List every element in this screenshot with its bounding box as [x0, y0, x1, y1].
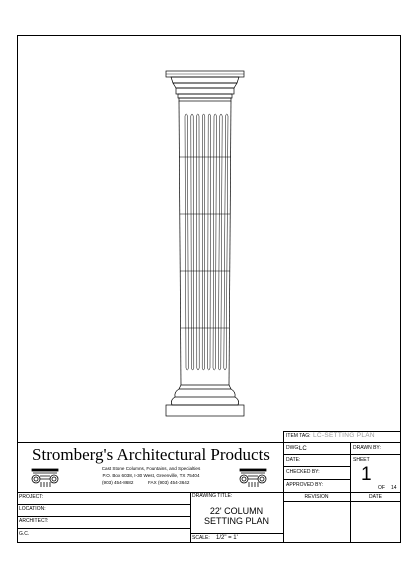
company-address: P.O. Box 6038, I-30 West, Greenville, TX 75404	[102, 473, 200, 478]
drawing-title-line1: 22' COLUMN	[209, 506, 264, 516]
scale-value: 1/2" = 1'	[216, 535, 238, 541]
column-flute	[202, 114, 205, 370]
gc-label: G.C.	[19, 531, 30, 537]
sheet-label: SHEET	[353, 457, 370, 463]
row-line-checked	[283, 466, 350, 467]
company-description: Cast Stone Columns, Fountains, and Specialties	[101, 466, 201, 471]
column-flute	[224, 114, 228, 370]
column-flute	[218, 114, 222, 370]
revision-header-line	[283, 501, 401, 502]
row-line-approved	[283, 479, 350, 480]
project-row-line-3	[17, 528, 190, 529]
ionic-capital-logo-left-icon	[30, 468, 60, 488]
approved-by-label: APPROVED BY:	[286, 482, 323, 488]
column-flute	[213, 114, 216, 370]
of-label: OF	[378, 485, 385, 491]
drawing-title-line2: SETTING PLAN	[203, 516, 269, 526]
ionic-capital-logo-right-icon	[238, 468, 268, 488]
scale-label: SCALE:	[192, 535, 210, 541]
project-row-line-1	[17, 504, 190, 505]
company-fax: FAX (903) 454-3642	[148, 480, 190, 485]
item-tag-value: LC-SETTING PLAN	[313, 432, 375, 439]
date-label: DATE:	[286, 457, 301, 463]
item-tag-label: ITEM TAG:	[286, 433, 311, 439]
column-flute	[185, 114, 188, 370]
dwg-value: LC	[299, 446, 307, 452]
column-flute	[208, 114, 211, 370]
checked-by-label: CHECKED BY:	[286, 469, 320, 475]
scale-row-line	[190, 533, 283, 534]
project-row-line-2	[17, 516, 190, 517]
company-name: Stromberg's Architectural Products	[32, 445, 270, 464]
dwg-label: DWG:	[286, 445, 300, 451]
project-label: PROJECT:	[19, 494, 44, 500]
sheet-total: 14	[391, 485, 397, 491]
sheet-number: 1	[361, 464, 372, 485]
row-line-sheet	[350, 454, 401, 455]
date-column-header: DATE	[369, 494, 382, 500]
title-block-left-divider-top	[17, 442, 401, 443]
title-block-right-divider	[283, 431, 284, 543]
company-phone: (903) 454-8682	[102, 480, 134, 485]
title-block-sheet-divider	[350, 442, 351, 492]
drawn-by-label: DRAWN BY:	[353, 445, 381, 451]
column-flute	[197, 114, 200, 370]
revision-header: REVISION	[304, 494, 329, 500]
architect-label: ARCHITECT:	[19, 518, 49, 524]
location-label: LOCATION:	[19, 506, 46, 512]
drawing-title-label: DRAWING TITLE:	[192, 493, 233, 499]
column-flute	[191, 114, 194, 370]
